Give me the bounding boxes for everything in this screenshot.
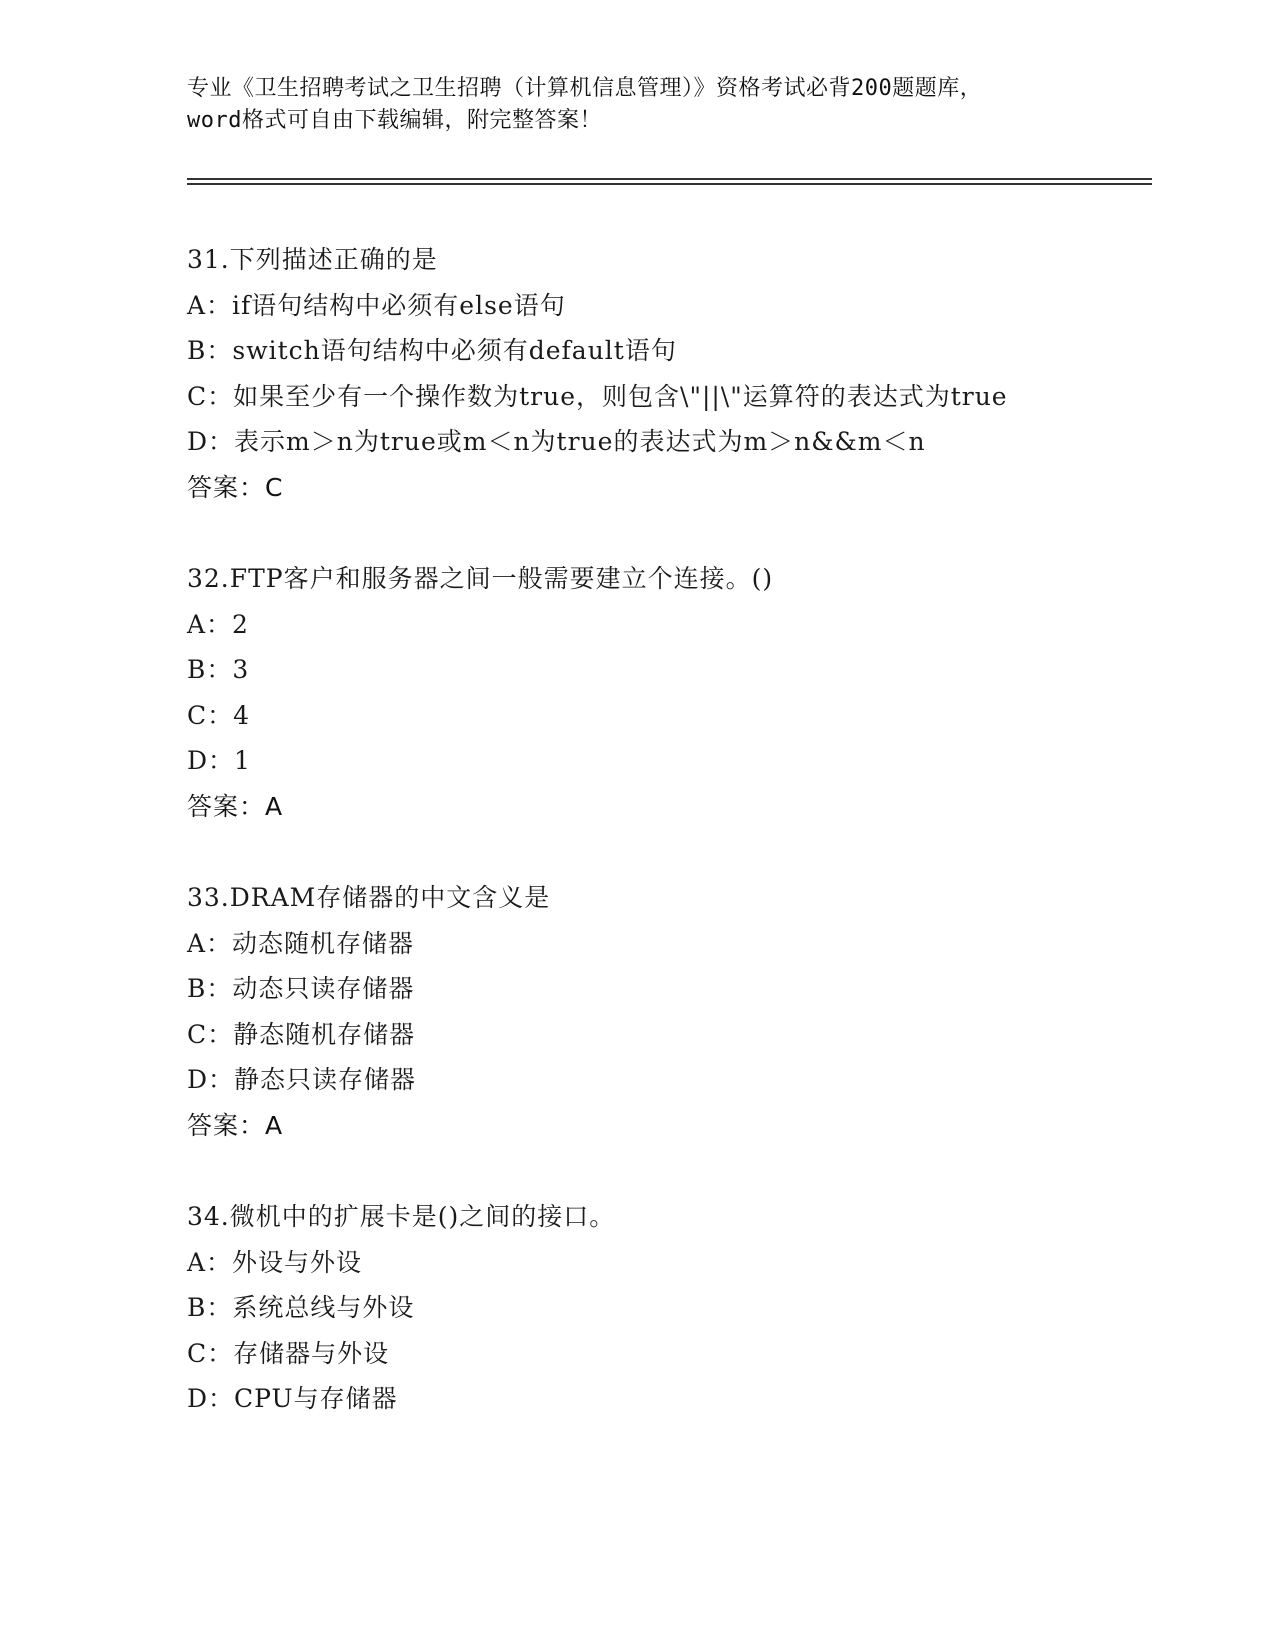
option-d: D：CPU与存储器: [187, 1384, 398, 1413]
answer-line: 答案：C: [187, 472, 284, 502]
answer-line: 答案：A: [187, 791, 284, 821]
option-d: D：1: [187, 746, 251, 775]
option-b: B：switch语句结构中必须有default语句: [187, 336, 677, 365]
document-header: [187, 73, 1107, 137]
header-divider-bottom: [187, 183, 1152, 185]
option-a: A：if语句结构中必须有else语句: [187, 290, 566, 320]
question-33: [187, 875, 1127, 1148]
option-d: D：表示m＞n为true或m＜n为true的表达式为m＞n&&m＜n: [187, 427, 926, 456]
answer-line: 答案：A: [187, 1110, 284, 1140]
question-list: [187, 237, 1127, 1468]
option-c: C：静态随机存储器: [187, 1019, 416, 1049]
question-stem: 34.微机中的扩展卡是()之间的接口。: [187, 1202, 616, 1231]
question-31: [187, 237, 1127, 510]
question-stem: 33.DRAM存储器的中文含义是: [187, 883, 551, 912]
option-c: C：如果至少有一个操作数为true，则包含\"||\"运算符的表达式为true: [187, 381, 1008, 411]
header-title-line-1: 专业《卫生招聘考试之卫生招聘（计算机信息管理）》资格考试必背200题题库，: [187, 76, 983, 101]
question-stem: 32.FTP客户和服务器之间一般需要建立个连接。(): [187, 564, 774, 593]
question-34: [187, 1194, 1127, 1422]
header-divider-top: [187, 178, 1152, 180]
option-b: B：3: [187, 655, 250, 684]
option-c: C：存储器与外设: [187, 1338, 390, 1368]
option-c: C：4: [187, 700, 251, 730]
header-title-line-2: word格式可自由下载编辑，附完整答案！: [187, 108, 602, 133]
option-b: B：系统总线与外设: [187, 1293, 415, 1322]
option-b: B：动态只读存储器: [187, 974, 415, 1003]
option-d: D：静态只读存储器: [187, 1065, 417, 1094]
option-a: A：动态随机存储器: [187, 928, 415, 958]
question-32: [187, 556, 1127, 829]
question-stem: 31.下列描述正确的是: [187, 245, 438, 274]
option-a: A：外设与外设: [187, 1247, 363, 1277]
option-a: A：2: [187, 609, 249, 639]
